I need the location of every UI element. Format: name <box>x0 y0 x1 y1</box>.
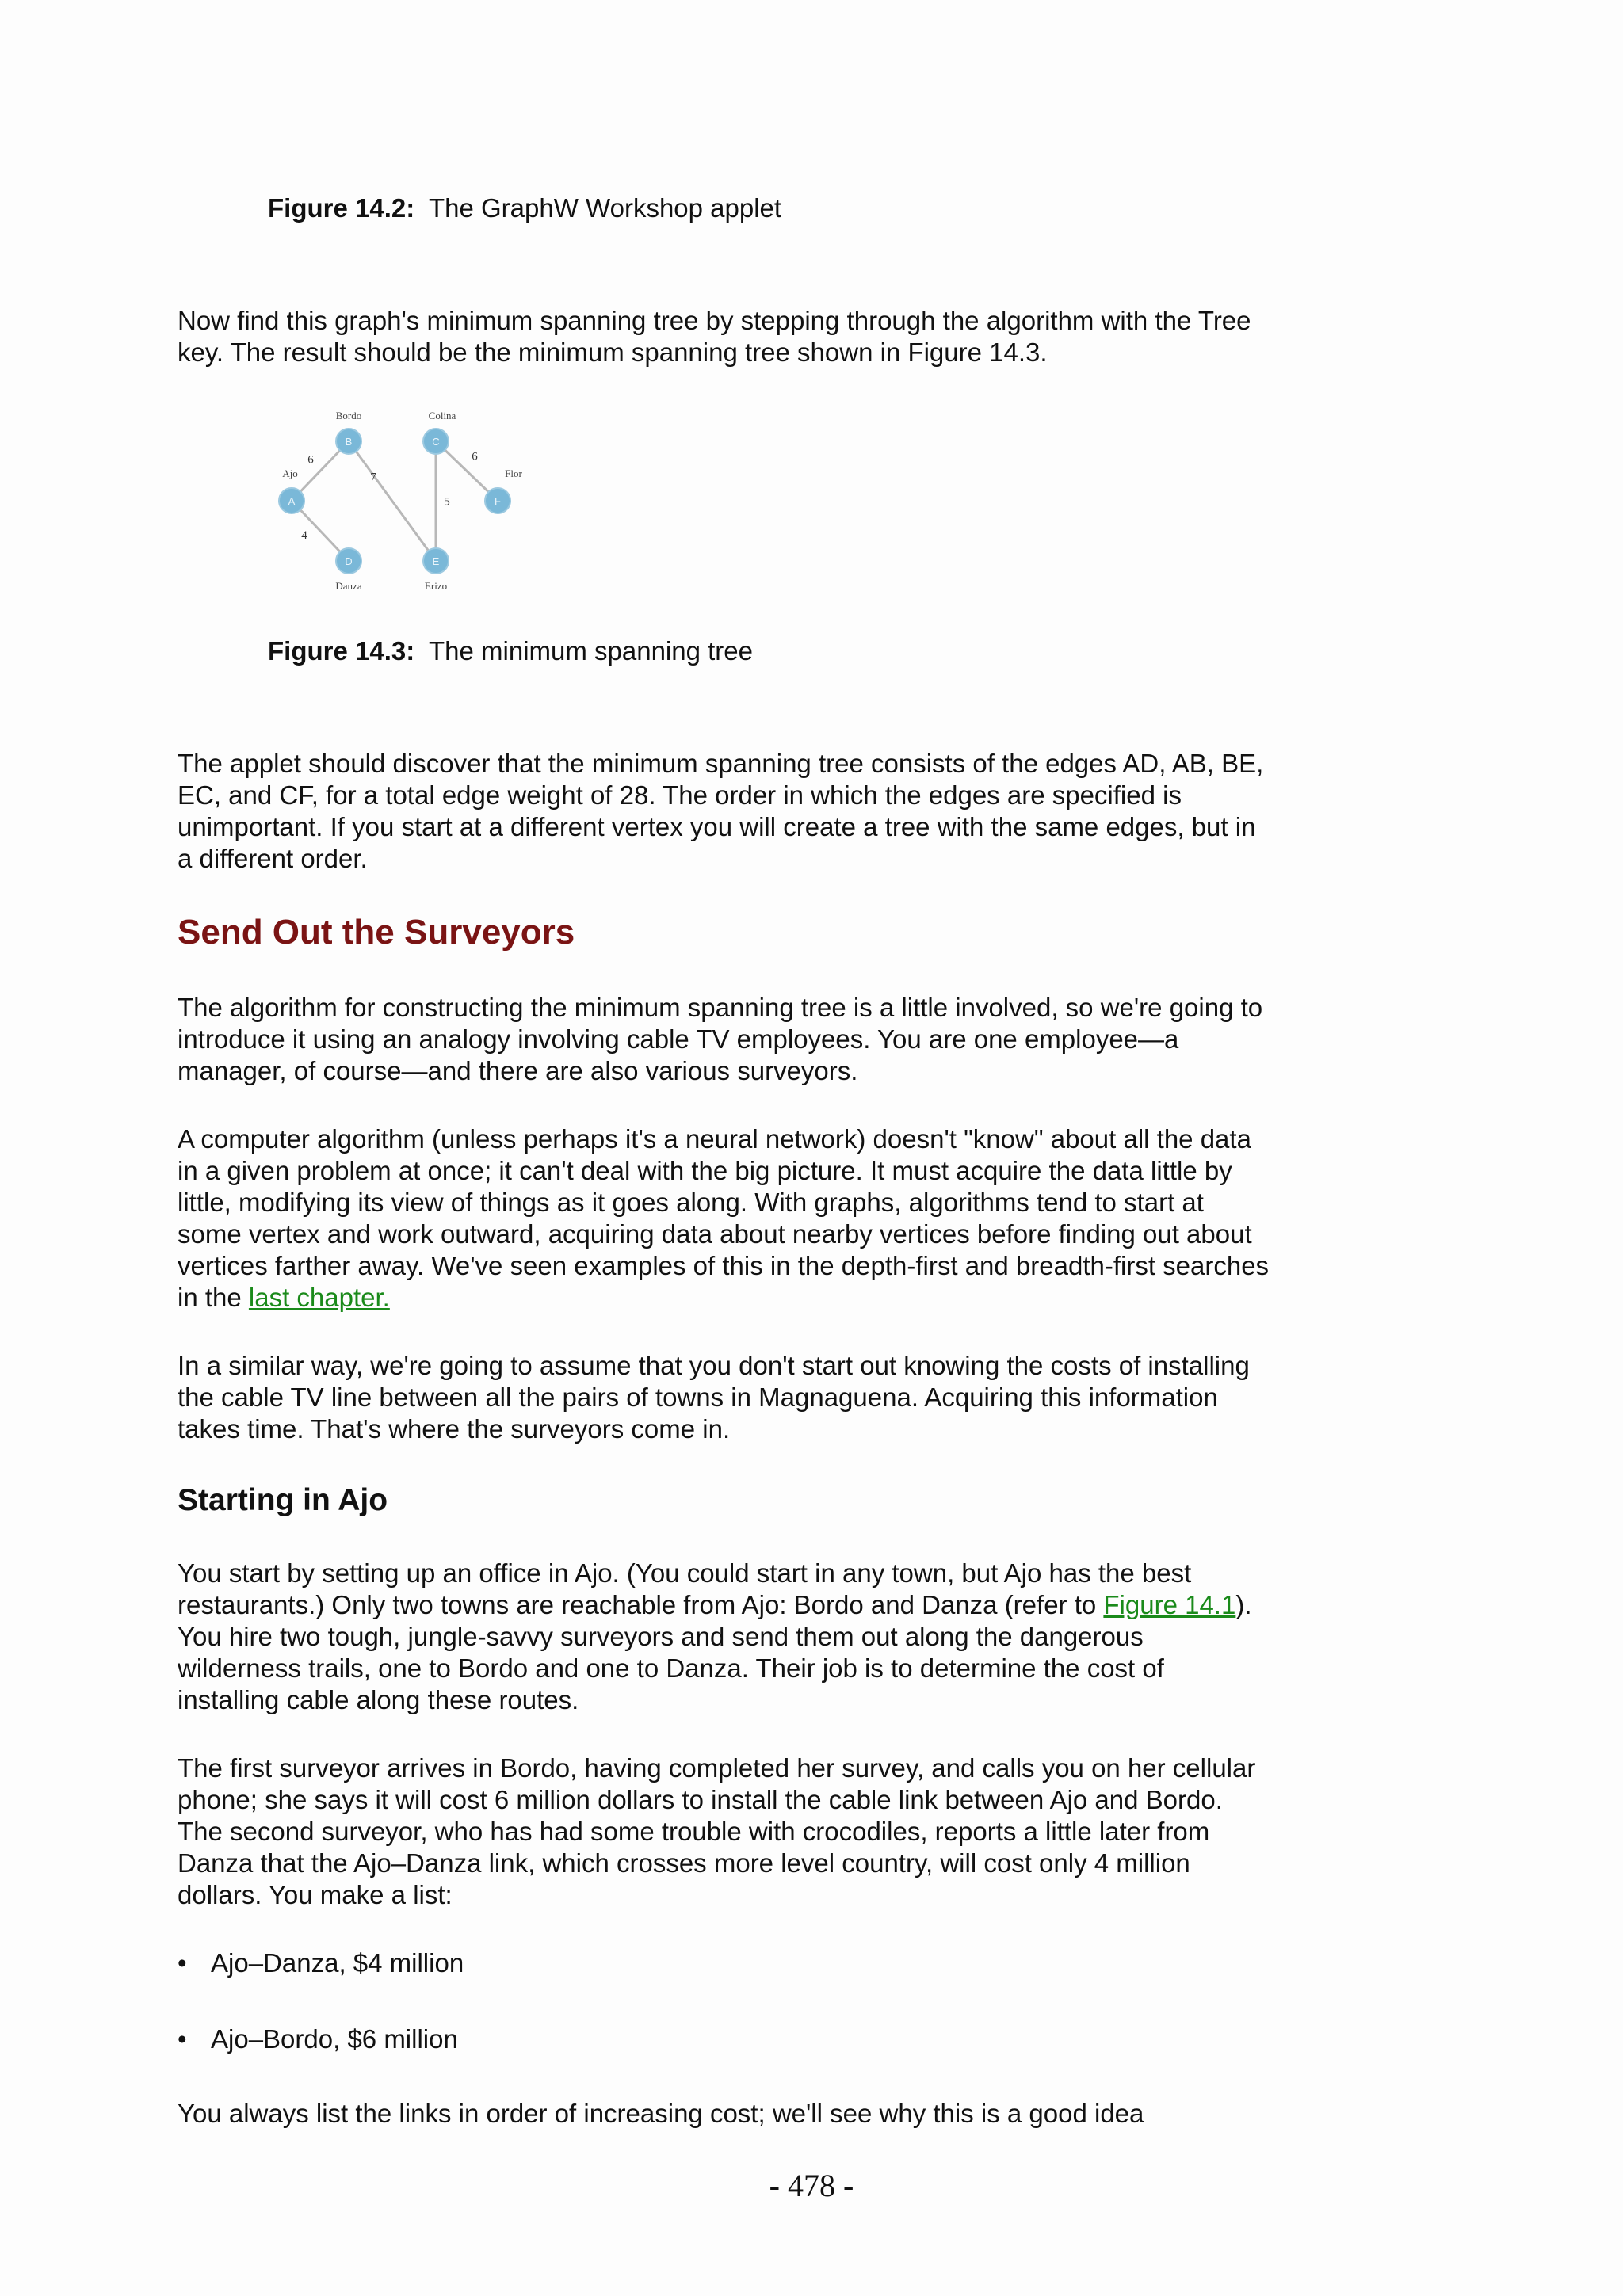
edge-weight-label: 6 <box>472 450 478 463</box>
list-item <box>178 1947 464 1979</box>
edge-weight-label: 5 <box>444 495 450 509</box>
vertex-name-label: Bordo <box>335 410 362 421</box>
figure-label: Figure 14.2: <box>268 193 415 223</box>
figure-label: Figure 14.3: <box>268 636 415 666</box>
mst-graph-figure <box>269 400 539 598</box>
last-chapter-link[interactable]: last chapter. <box>248 1283 390 1312</box>
vertex-name-label: Ajo <box>282 467 298 479</box>
vertex-name-label: Danza <box>335 580 362 592</box>
list-item-text: Ajo–Danza, $4 million <box>211 1948 464 1978</box>
list-item <box>178 2023 458 2055</box>
figure-14-2-caption <box>268 193 781 224</box>
vertex-name-label: Erizo <box>424 580 448 592</box>
edge-weight-label: 4 <box>301 529 307 542</box>
figure-14-3-caption <box>268 635 753 667</box>
ajo-paragraph-2: The first surveyor arrives in Bordo, having completed her survey, and calls you on her cellular phone; she says it will cost 6 million dollars to install the cable link between Ajo and Bordo. The second surveyor, who has had some trouble with crocodiles, reports a little later from Danza that the Ajo–Danza link, which crosses more level country, will cost only 4 million dollars. You make a list: <box>178 1753 1256 1909</box>
paragraph-text: ). You hire two tough, jungle-savvy surveyors and send them out along the dangerous wilderness trails, one to Bordo and one to Danza. Their job is to determine the cost of installing cable along these routes. <box>178 1590 1252 1714</box>
vertex-letter: A <box>288 495 296 507</box>
last-paragraph: You always list the links in order of increasing cost; we'll see why this is a good idea <box>178 2099 1144 2128</box>
paragraph-text: A computer algorithm (unless perhaps it's a neural network) doesn't "know" about all the data in a given problem at once; it can't deal with the big picture. It must acquire the data little by little, modifying its view of things as it goes along. With graphs, algorithms tend to start at some vertex and work outward, acquiring data about nearby vertices before finding out about vertices farther away. We've seen examples of this in the depth-first and breadth-first searches in the <box>178 1124 1270 1312</box>
ajo-paragraph-1 <box>178 1558 1271 1716</box>
bullet-marker: • <box>178 1948 187 1978</box>
surveyors-paragraph-3: In a similar way, we're going to assume that you don't start out knowing the costs of installing the cable TV line between all the pairs of towns in Magnaguena. Acquiring this information takes time. That's where the surveyors come in. <box>178 1351 1250 1444</box>
page-number: - 478 - <box>769 2168 854 2203</box>
surveyors-paragraph-2 <box>178 1123 1271 1314</box>
vertex-name-label: Flor <box>505 467 522 479</box>
mst-paragraph: The applet should discover that the minimum spanning tree consists of the edges AD, AB, BE, EC, and CF, for a total edge weight of 28. The order in which the edges are specified is unimportant. If you start at a different vertex you will create a tree with the same edges, but in a different order. <box>178 749 1264 873</box>
vertex-letter: B <box>345 436 353 448</box>
figure-title: The GraphW Workshop applet <box>428 193 782 223</box>
surveyors-paragraph-1: The algorithm for constructing the minimum spanning tree is a little involved, so we're going to introduce it using an analogy involving cable TV employees. You are one employee—a manager, of course—and there are also various surveyors. <box>178 993 1263 1085</box>
intro-paragraph: Now find this graph's minimum spanning tree by stepping through the algorithm with the Tree key. The result should be the minimum spanning tree shown in Figure 14.3. <box>178 306 1251 367</box>
subheading: Starting in Ajo <box>178 1483 388 1517</box>
graph-edge-BE <box>349 441 436 561</box>
edge-weight-label: 7 <box>370 471 376 484</box>
edge-weight-label: 6 <box>307 453 314 467</box>
figure-title: The minimum spanning tree <box>428 636 754 666</box>
vertex-letter: E <box>432 555 440 567</box>
graph-edges <box>292 441 498 561</box>
graph-vertices <box>279 410 523 592</box>
vertex-letter: C <box>432 436 440 448</box>
vertex-letter: D <box>345 555 353 567</box>
section-heading: Send Out the Surveyors <box>178 913 575 952</box>
vertex-letter: F <box>495 495 501 507</box>
vertex-name-label: Colina <box>428 410 456 421</box>
paragraph-text: You start by setting up an office in Ajo. (You could start in any town, but Ajo has the best restaurants.) Only two towns are reachable from Ajo: Bordo and Danza (refer to <box>178 1558 1192 1619</box>
list-item-text: Ajo–Bordo, $6 million <box>211 2024 458 2054</box>
figure-14-1-link[interactable]: Figure 14.1 <box>1103 1590 1236 1619</box>
bullet-marker: • <box>178 2024 187 2054</box>
